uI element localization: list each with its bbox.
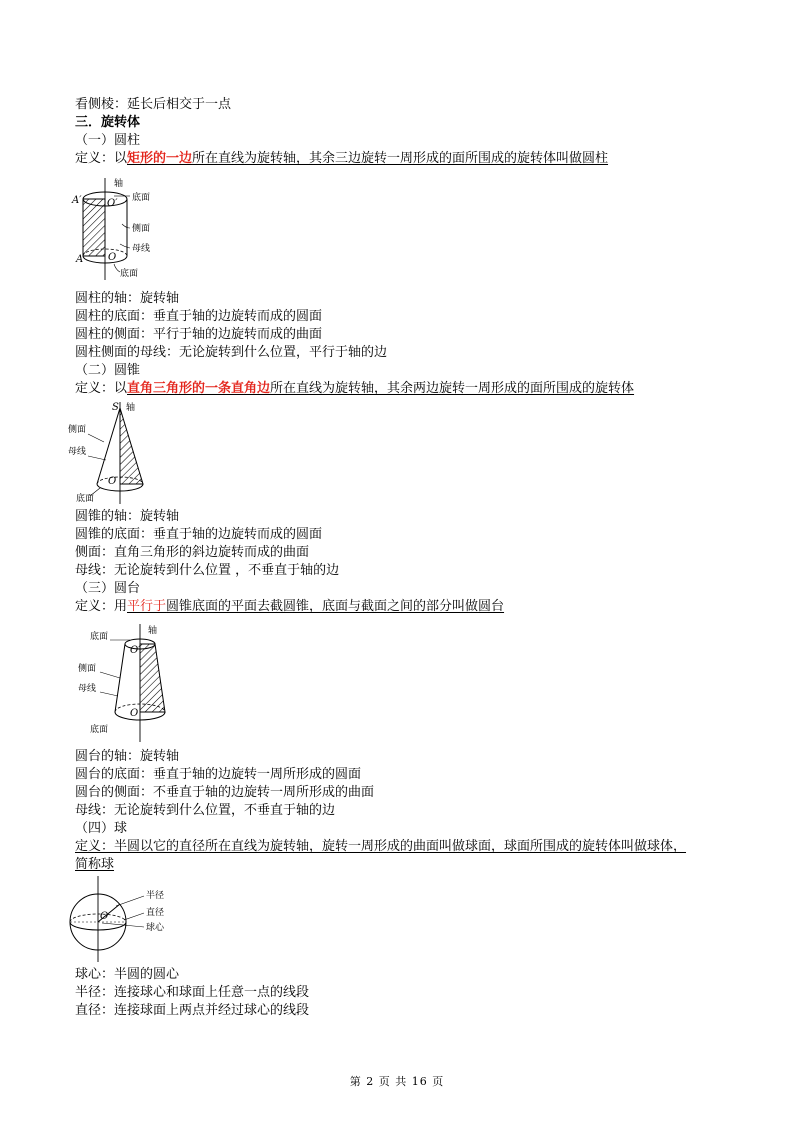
- side-label: 侧面: [68, 425, 87, 435]
- point-label: A: [76, 254, 84, 265]
- highlight-text: 矩形的一边: [127, 151, 193, 166]
- text-line: 母线：无论旋转到什么位置 ，不垂直于轴的边: [75, 563, 340, 578]
- highlight-text: 直角三角形的一条直角边: [127, 381, 271, 396]
- axis-label: 轴: [114, 179, 124, 189]
- section-heading: 三．旋转体: [75, 115, 141, 130]
- definition-prefix: 定义：用: [75, 599, 128, 614]
- cylinder-figure: [62, 176, 172, 284]
- text-line: 直径：连接球面上两点并经过球心的线段: [75, 1003, 310, 1018]
- text-line: 圆柱的侧面：平行于轴的边旋转而成的曲面: [75, 327, 323, 342]
- center-label: 球心: [146, 923, 165, 933]
- point-label: O: [100, 911, 109, 922]
- definition-frustum: [75, 598, 504, 616]
- definition-prefix: 定义：以: [75, 151, 128, 166]
- definition-body: 所在直线为旋转轴，其余三边旋转一周形成的面所围成的旋转体叫做圆柱: [192, 151, 609, 166]
- point-label: S: [112, 402, 119, 413]
- page-footer: 第 2 页 共 16 页: [349, 1075, 445, 1088]
- sphere-figure: [68, 874, 178, 964]
- generatrix-label: 母线: [78, 684, 97, 694]
- definition-sphere-cont: 简称球: [75, 857, 115, 872]
- text-line: 半径：连接球心和球面上任意一点的线段: [75, 985, 310, 1000]
- point-label: O: [130, 708, 139, 719]
- text-line: 圆锥的轴：旋转轴: [75, 509, 180, 524]
- text-line: 看侧棱：延长后相交于一点: [75, 97, 232, 112]
- bottom-base-label: 底面: [120, 269, 139, 279]
- definition-body: 所在直线为旋转轴，其余两边旋转一周形成的面所围成的旋转体: [270, 381, 635, 396]
- definition-sphere: 定义：半圆以它的直径所在直线为旋转轴，旋转一周形成的曲面叫做球面，球面所围成的旋转体叫做球体，: [75, 839, 687, 854]
- axis-label: 轴: [148, 626, 158, 636]
- side-label: 侧面: [78, 664, 97, 674]
- top-base-label: 底面: [90, 632, 109, 642]
- text-line: 圆台的底面：垂直于轴的边旋转一周所形成的圆面: [75, 767, 362, 782]
- radius-label: 半径: [146, 891, 165, 901]
- definition-cylinder: [75, 150, 608, 168]
- point-label: A′: [72, 195, 82, 206]
- text-line: 圆柱的轴：旋转轴: [75, 291, 180, 306]
- point-label: O′: [130, 645, 141, 656]
- point-label: O: [108, 252, 117, 263]
- text-line: 母线：无论旋转到什么位置，不垂直于轴的边: [75, 803, 336, 818]
- text-line: 圆柱的底面：垂直于轴的边旋转而成的圆面: [75, 309, 323, 324]
- text-line: 圆台的侧面：不垂直于轴的边旋转一周所形成的曲面: [75, 785, 375, 800]
- subsection-heading: （四）球: [75, 821, 128, 836]
- generatrix-label: 母线: [132, 244, 151, 254]
- definition-body: 圆锥底面的平面去截圆锥，底面与截面之间的部分叫做圆台: [166, 599, 505, 614]
- base-label: 底面: [76, 494, 95, 504]
- subsection-heading: （三）圆台: [75, 581, 141, 596]
- point-label: O: [108, 476, 117, 487]
- definition-cone: [75, 380, 634, 398]
- axis-label: 轴: [126, 403, 136, 413]
- text-line: 圆台的轴：旋转轴: [75, 749, 180, 764]
- side-label: 侧面: [132, 224, 151, 234]
- frustum-figure: [74, 620, 182, 745]
- highlight-text: 平行于: [127, 599, 167, 614]
- subsection-heading: （一）圆柱: [75, 133, 141, 148]
- subsection-heading: （二）圆锥: [75, 363, 141, 378]
- text-line: 圆柱侧面的母线：无论旋转到什么位置，平行于轴的边: [75, 345, 388, 360]
- text-line: 侧面：直角三角形的斜边旋转而成的曲面: [75, 545, 310, 560]
- definition-prefix: 定义：以: [75, 381, 128, 396]
- bottom-base-label: 底面: [90, 725, 109, 735]
- cone-figure: [66, 398, 166, 506]
- point-label: O′: [107, 198, 118, 209]
- generatrix-label: 母线: [68, 447, 87, 457]
- diameter-label: 直径: [146, 908, 165, 918]
- text-line: 圆锥的底面：垂直于轴的边旋转而成的圆面: [75, 527, 323, 542]
- text-line: 球心：半圆的圆心: [75, 967, 180, 982]
- top-base-label: 底面: [132, 193, 151, 203]
